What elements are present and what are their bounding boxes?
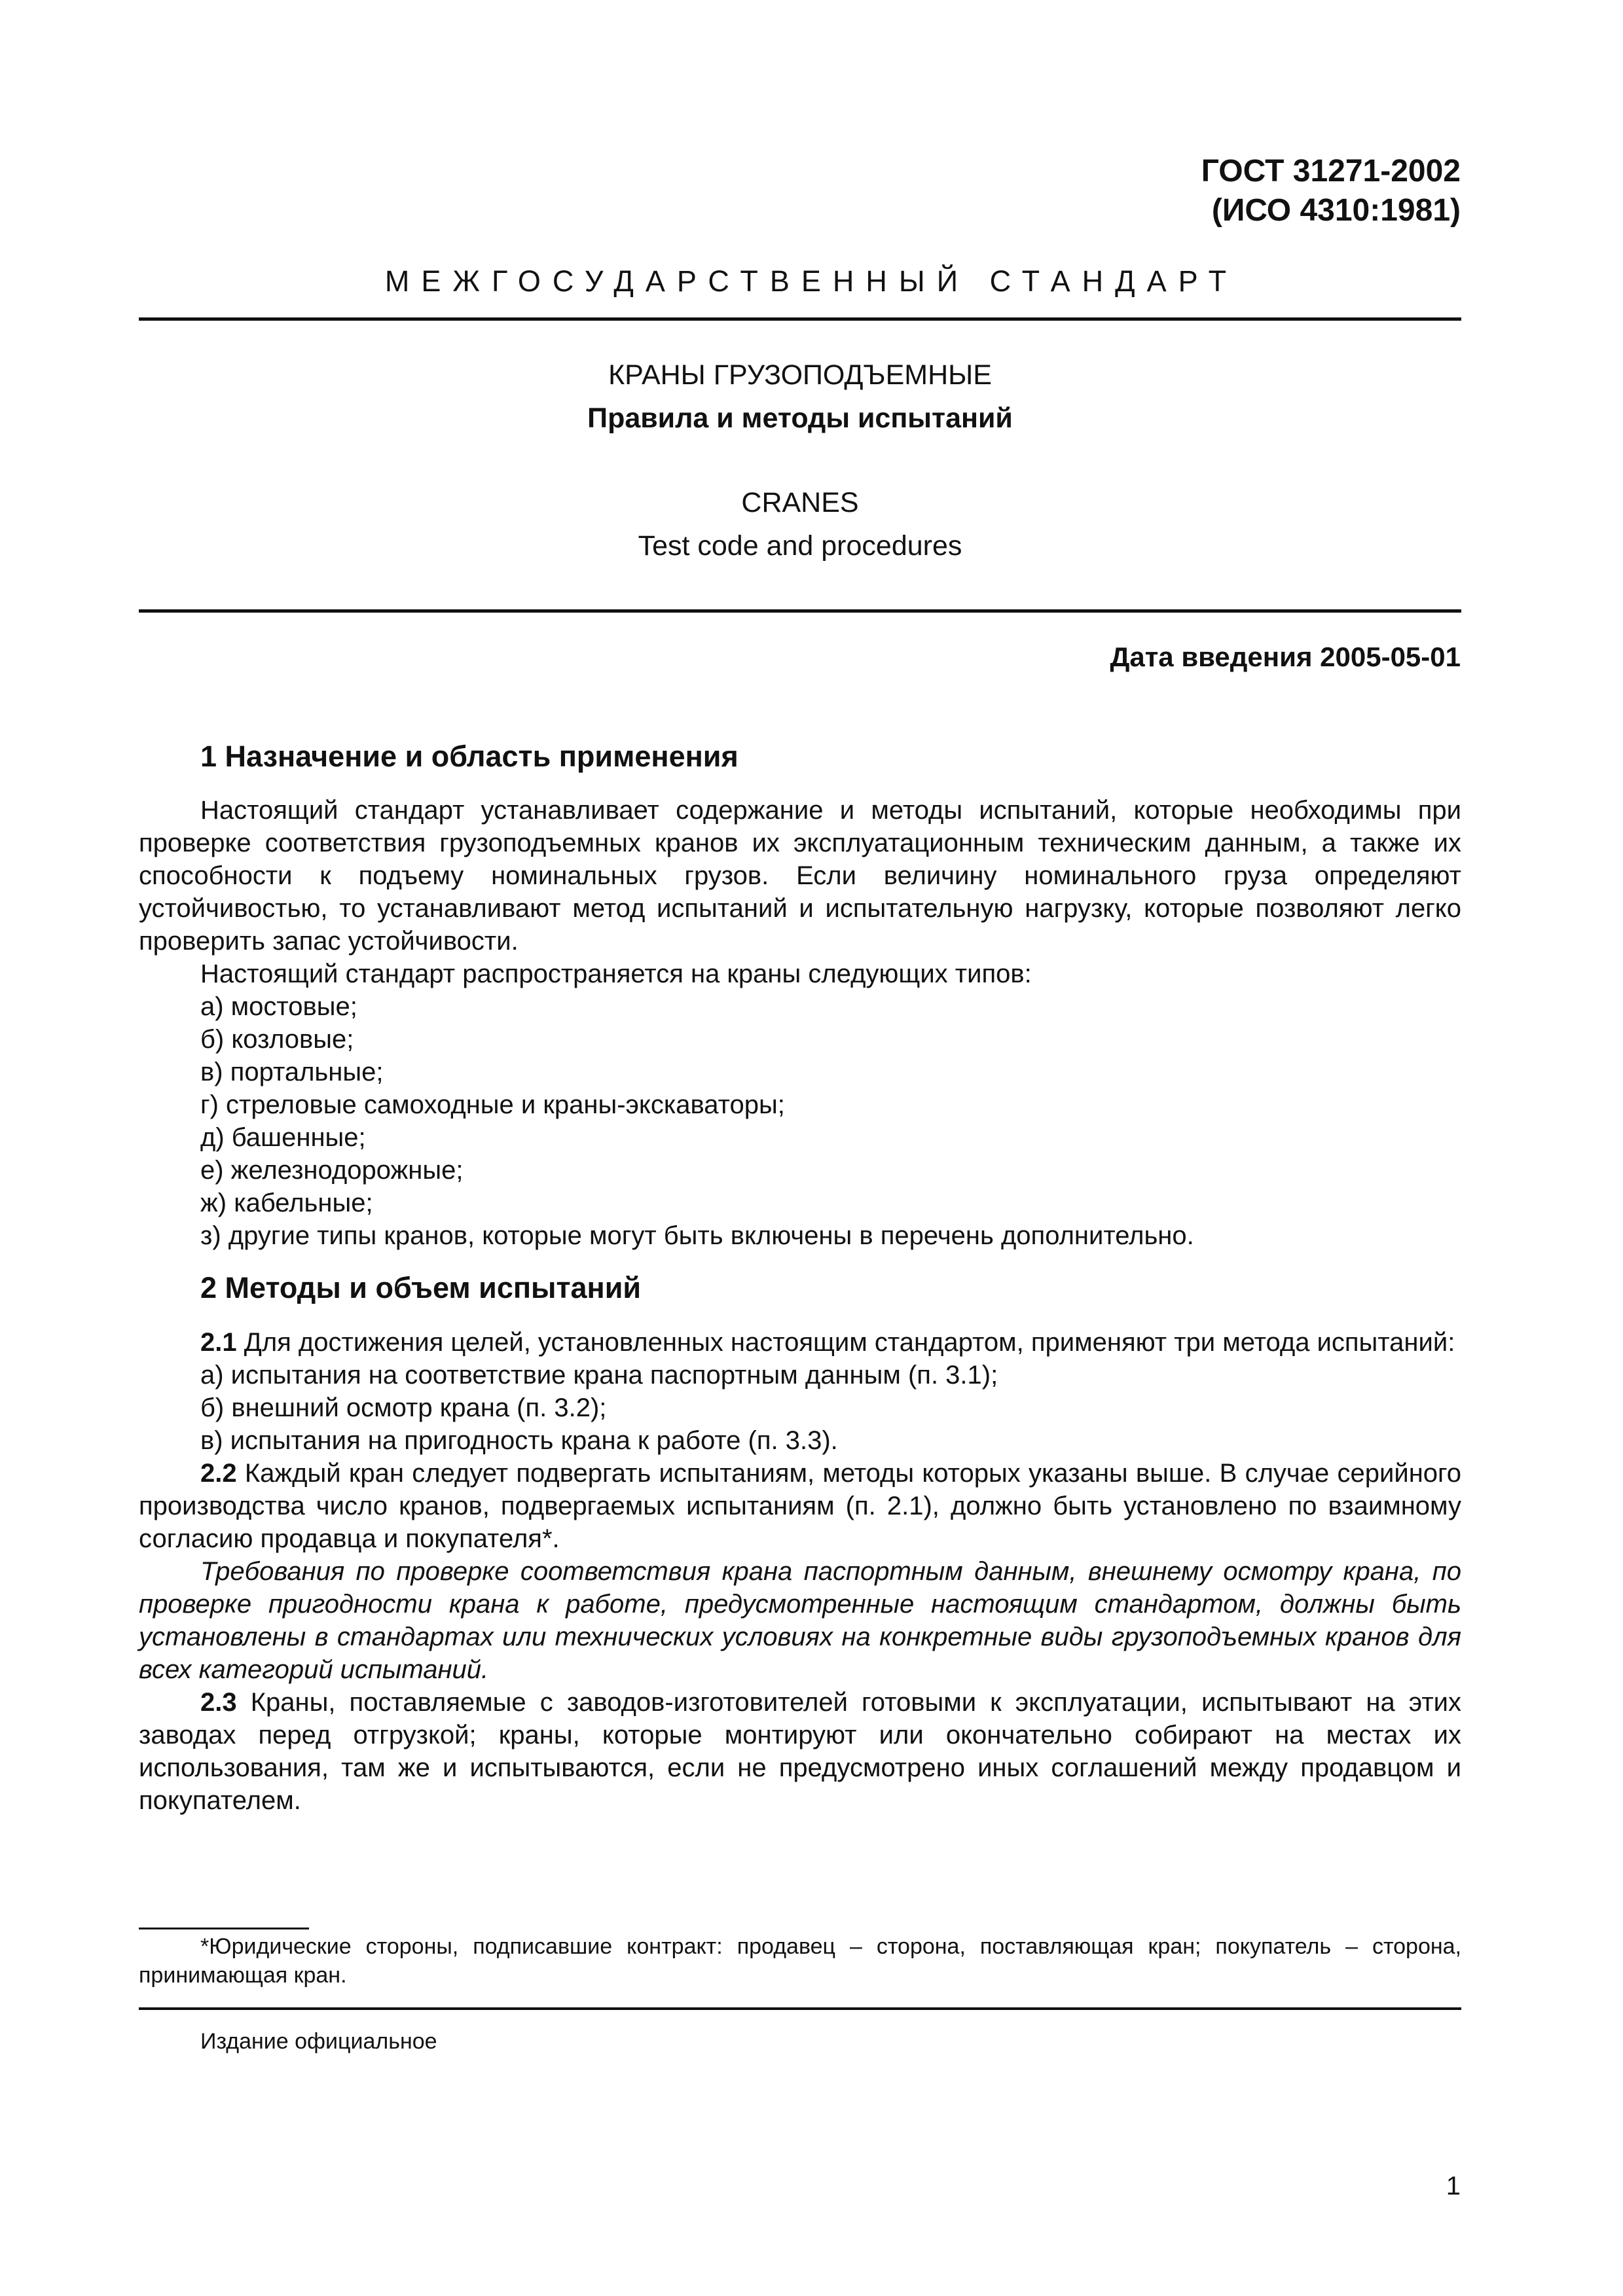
section-1-paragraph: Настоящий стандарт устанавливает содержание и методы испытаний, которые необходимы при проверке соответствия грузоподъемных кранов их эксплуатационным техническим данным, а также их способности к подъему номинальных грузов. Если величину номинального груза определяют устойчивостью, то устанавливают метод испытаний и испытательную нагрузку, которые позволяют легко проверить запас устойчивости.: [139, 796, 1461, 956]
russian-title: [139, 353, 1461, 440]
iso-number: (ИСО 4310:1981): [1211, 193, 1461, 228]
clause-2-2: [139, 1457, 1461, 1555]
clause-number: 2.3: [200, 1688, 237, 1717]
title-en-sub: Test code and procedures: [638, 530, 962, 562]
crane-type-item: в) портальные;: [200, 1058, 384, 1086]
footer-divider: [139, 2007, 1461, 2010]
footnote: [139, 1932, 1461, 1990]
section-2-heading: 2 Методы и объем испытаний: [200, 1271, 642, 1304]
clause-text: Краны, поставляемые с заводов-изготовителей готовыми к эксплуатации, испытывают на этих заводах перед отгрузкой; краны, которые монтируют или окончательно собирают на местах их использования, там же и испытываются, если не предусмотрено иных соглашений между продавцом и покупателем.: [139, 1688, 1461, 1815]
crane-type-item: ж) кабельные;: [200, 1189, 373, 1217]
section-2-body: [139, 1326, 1461, 1817]
introduction-date: Дата введения 2005-05-01: [1110, 641, 1461, 672]
crane-type-item: а) мостовые;: [200, 992, 357, 1021]
section-1-types-intro: Настоящий стандарт распространяется на краны следующих типов:: [200, 960, 1032, 988]
crane-type-item: з) другие типы кранов, которые могут быть включены в перечень дополнительно.: [200, 1221, 1194, 1250]
official-edition-label: Издание официальное: [200, 2029, 437, 2054]
clause-2-3: [139, 1686, 1461, 1817]
gost-number: ГОСТ 31271-2002: [1201, 154, 1461, 188]
method-item: б) внешний осмотр крана (п. 3.2);: [200, 1393, 607, 1422]
interstate-standard-label: МЕЖГОСУДАРСТВЕННЫЙ СТАНДАРТ: [384, 264, 1239, 298]
method-item: а) испытания на соответствие крана паспортным данным (п. 3.1);: [200, 1361, 998, 1390]
section-1-body: [139, 794, 1461, 1252]
title-ru-main: КРАНЫ ГРУЗОПОДЪЕМНЫЕ: [608, 359, 992, 391]
english-title: [139, 481, 1461, 567]
title-ru-sub: Правила и методы испытаний: [587, 403, 1013, 434]
title-en-main: CRANES: [741, 487, 859, 518]
clause-text: Каждый кран следует подвергать испытаниям, методы которых указаны выше. В случае серийного производства число кранов, подвергаемых испытаниям (п. 2.1), должно быть установлено по взаимному согласию продавца и покупателя*.: [139, 1459, 1461, 1553]
footnote-text: *Юридические стороны, подписавшие контракт: продавец – сторона, поставляющая кран; покупатель – сторона, принимающая кран.: [139, 1934, 1461, 1988]
clause-text: Для достижения целей, установленных настоящим стандартом, применяют три метода испытаний:: [236, 1328, 1455, 1357]
crane-type-item: е) железнодорожные;: [200, 1156, 464, 1185]
clause-number: 2.1: [200, 1328, 237, 1357]
top-divider: [139, 317, 1461, 321]
page-number: 1: [1446, 2172, 1461, 2200]
crane-type-item: б) козловые;: [200, 1025, 354, 1054]
title-divider: [139, 609, 1461, 613]
section-1-heading: 1 Назначение и область применения: [200, 740, 739, 773]
clause-2-1: [139, 1326, 1461, 1359]
standard-designation: [1201, 152, 1461, 230]
clause-number: 2.2: [200, 1459, 237, 1488]
crane-type-item: г) стреловые самоходные и краны-экскаваторы;: [200, 1090, 785, 1119]
crane-type-item: д) башенные;: [200, 1123, 366, 1152]
footnote-separator: [139, 1928, 309, 1929]
method-item: в) испытания на пригодность крана к работе (п. 3.3).: [200, 1426, 838, 1455]
italic-note: Требования по проверке соответствия крана паспортным данным, внешнему осмотру крана, по проверке пригодности крана к работе, предусмотренные настоящим стандартом, должны быть установлены в стандартах или технических условиях на конкретные виды грузоподъемных кранов для всех категорий испытаний.: [139, 1557, 1461, 1684]
